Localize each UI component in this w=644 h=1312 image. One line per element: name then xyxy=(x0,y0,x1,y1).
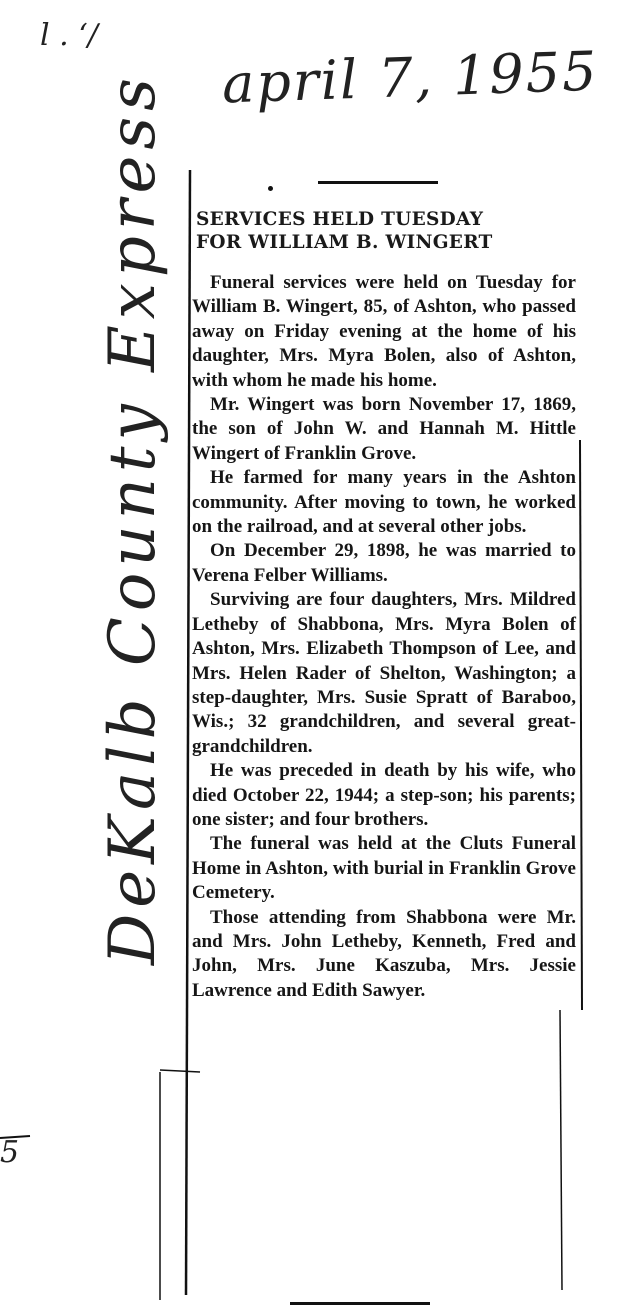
paragraph-attendees: Those attending from Shabbona were Mr. and Mrs. John Letheby, Kenneth, Fred and John, Mrs. June Kaszuba, Mrs. Jessie Lawrence and Edith Sawyer. xyxy=(192,906,576,1001)
decorative-dot xyxy=(268,186,273,191)
paragraph-funeral: The funeral was held at the Cluts Funeral Home in Ashton, with burial in Franklin Grove Cemetery. xyxy=(192,833,576,904)
handwritten-corner-mark: l . ‘/ xyxy=(40,18,98,53)
handwritten-source: DeKalb County Express xyxy=(96,71,170,965)
bottom-rule xyxy=(290,1302,430,1305)
handwritten-margin-number: 5 xyxy=(0,1135,20,1170)
paragraph-career: He farmed for many years in the Ashton community. After moving to town, he worked on the railroad, and at several other jobs. xyxy=(192,467,576,538)
headline-line-2: FOR WILLIAM B. WINGERT xyxy=(196,232,493,253)
top-rule xyxy=(318,181,438,184)
paragraph-birth: Mr. Wingert was born November 17, 1869, the son of John W. and Hannah M. Hittle Wingert of Franklin Grove. xyxy=(192,394,576,464)
paragraph-obituary-intro: Funeral services were held on Tuesday for William B. Wingert, 85, of Ashton, who passed away on Friday evening at the home of his daughter, Mrs. Myra Bolen, also of Ashton, with whom he made his home. xyxy=(192,272,576,391)
article-headline xyxy=(196,208,556,254)
paragraph-marriage: On December 29, 1898, he was married to Verena Felber Williams. xyxy=(192,540,576,586)
handwritten-date: april 7, 1955 xyxy=(221,39,600,116)
paragraph-survivors: Surviving are four daughters, Mrs. Mildred Letheby of Shabbona, Mrs. Myra Bolen of Ashton, Mrs. Elizabeth Thompson of Lee, and Mrs. Helen Rader of Shelton, Washington; a step-daughter, Mrs. Susie Spratt of Baraboo, Wis.; 32 grandchildren, and several great-grandchildren. xyxy=(192,589,576,757)
paragraph-preceded: He was preceded in death by his wife, who died October 22, 1944; a step-son; his parents; one sister; and four brothers. xyxy=(192,760,576,830)
article-body xyxy=(192,271,576,1003)
headline-line-1: SERVICES HELD TUESDAY xyxy=(196,209,484,230)
